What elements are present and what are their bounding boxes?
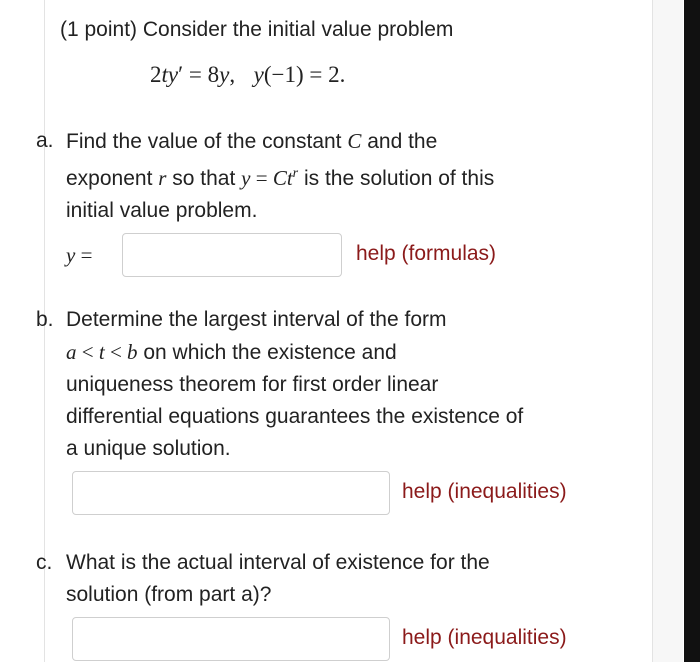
problem-content <box>60 14 645 46</box>
scroll-gutter <box>653 0 683 662</box>
problem-intro: (1 point) Consider the initial value problem <box>60 18 454 41</box>
scrollbar[interactable] <box>684 0 700 662</box>
part-b-question: Determine the largest interval of the form a < t < b on which the existence and uniqueness theorem for first order linear differential equations guarantees the existence of a unique solution. help (inequalities) <box>66 304 581 519</box>
answer-c-input[interactable] <box>72 617 390 661</box>
part-b-answer-row <box>66 471 581 519</box>
help-formulas-link[interactable]: help (formulas) <box>356 242 497 265</box>
part-b-letter: b. <box>36 308 54 331</box>
part-c-answer-row <box>66 617 581 662</box>
help-inequalities-link-c[interactable]: help (inequalities) <box>402 626 567 649</box>
part-c-question: What is the actual interval of existence for the solution (from part a)? help (inequalities) <box>66 547 581 662</box>
ivp-equation: 2ty′ = 8y, y(−1) = 2. <box>150 62 346 87</box>
part-a-question: Find the value of the constant C and the exponent r so that $y = Ct^r$ is the solution of this initial value problem. y = help (formulas) <box>66 125 581 281</box>
part-c-letter: c. <box>36 551 53 574</box>
help-inequalities-link-b[interactable]: help (inequalities) <box>402 480 567 503</box>
part-a-letter: a. <box>36 129 54 152</box>
answer-a-input[interactable] <box>122 233 342 277</box>
answer-a-label: y = <box>66 243 93 267</box>
part-a-answer-row <box>66 233 581 281</box>
answer-b-input[interactable] <box>72 471 390 515</box>
